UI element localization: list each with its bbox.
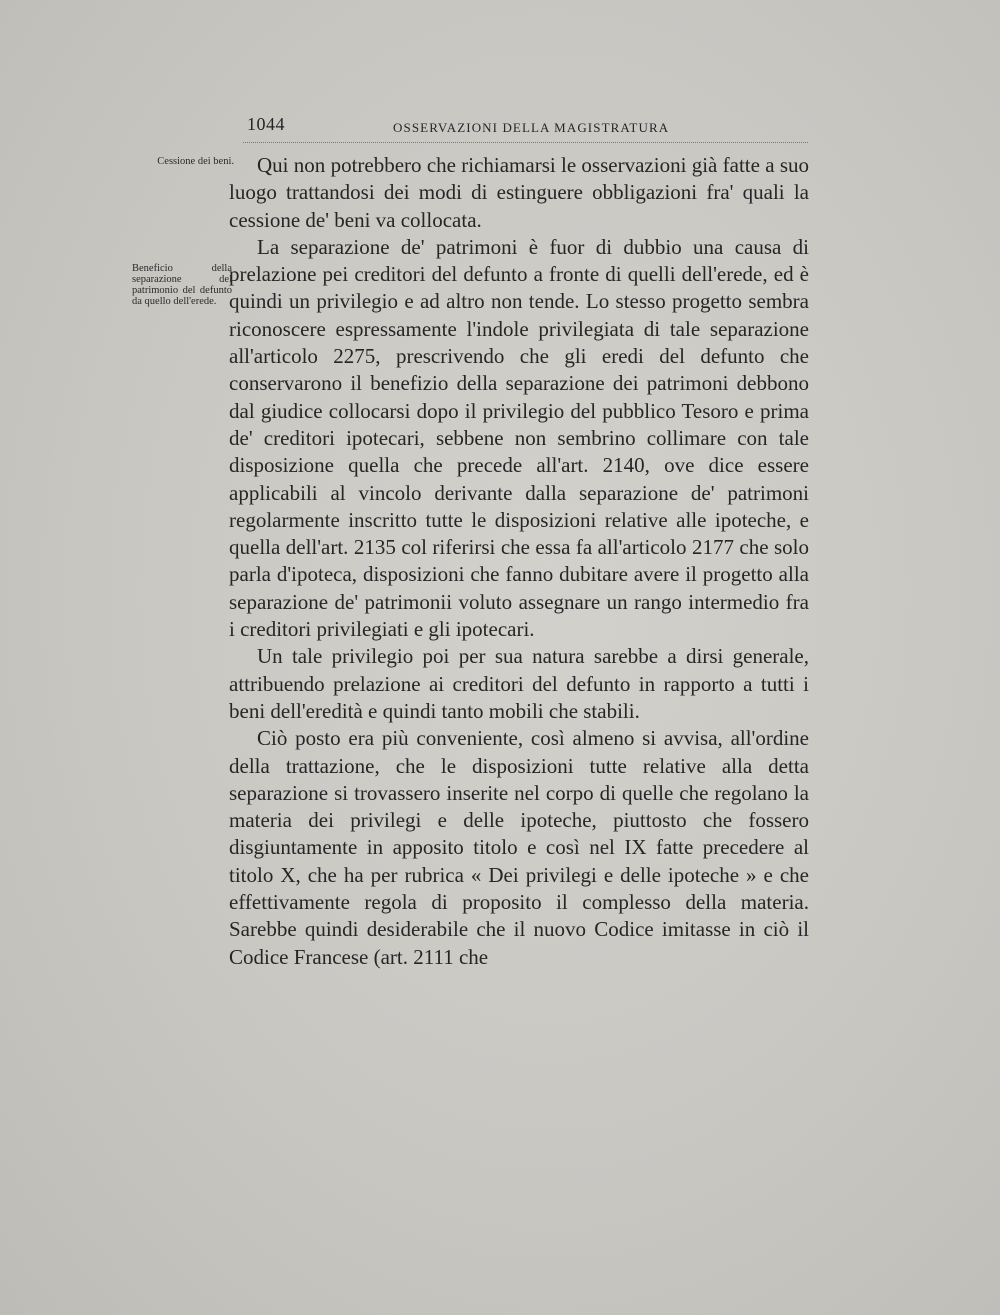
body-text — [229, 152, 809, 971]
margin-note-separazione: Beneficio della separazione del patrimonio del defunto da quello dell'erede. — [132, 263, 232, 307]
paragraph-2: La separazione de' patrimoni è fuor di dubbio una causa di prelazione pei creditori del defunto a fronte di quelli dell'erede, ed è quindi un privilegio e ad altro non tende. Lo stesso progetto sembra riconoscere espressamente l'indole privilegiata di tale separazione all'articolo 2275, prescrivendo che gli eredi del defunto che conservarono il benefizio della separazione dei patrimoni debbono dal giudice collocarsi dopo il privilegio del pubblico Tesoro e prima de' creditori ipotecari, sebbene non sembrino collimare con tale disposizione quella che precede all'art. 2140, ove dice essere applicabili al vincolo derivante dalla separazione de' patrimoni regolarmente inscritto tutte le disposizioni relative alle ipoteche, e quella dell'art. 2135 col riferirsi che essa fa all'articolo 2177 che solo parla d'ipoteca, disposizioni che fanno dubitare avere il progetto alla separazione de' patrimonii voluto assegnare un rango intermedio fra i creditori privilegiati e gli ipotecari. — [229, 234, 809, 642]
paragraph-3: Un tale privilegio poi per sua natura sarebbe a dirsi generale, attribuendo prelazione ai creditori del defunto in rapporto a tutti i beni dell'eredità e quindi tanto mobili che stabili. — [229, 644, 809, 723]
page-number: 1044 — [247, 114, 285, 134]
paragraph-1: Qui non potrebbero che richiamarsi le osservazioni già fatte a suo luogo trattandosi dei modi di estinguere obbligazioni fra' quali la cessione de' beni va collocata. — [229, 153, 809, 232]
paragraph-4: Ciò posto era più conveniente, così almeno si avvisa, all'ordine della trattazione, che le disposizioni tutte relative alla detta separazione si trovassero inserite nel corpo di quelle che regolano la materia dei privilegi e delle ipoteche, piuttosto che fossero disgiuntamente in apposito titolo e così nel IX fatte precedere al titolo X, che ha per rubrica « Dei privilegi e delle ipoteche » e che effettivamente regola di proposito il complesso della materia. Sarebbe quindi desiderabile che il nuovo Codice imitasse in ciò il Codice Francese (art. 2111 che — [229, 726, 809, 969]
running-title: OSSERVAZIONI DELLA MAGISTRATURA — [393, 120, 670, 135]
margin-note-cessione: Cessione dei beni. — [157, 156, 234, 167]
page-header — [243, 112, 808, 143]
